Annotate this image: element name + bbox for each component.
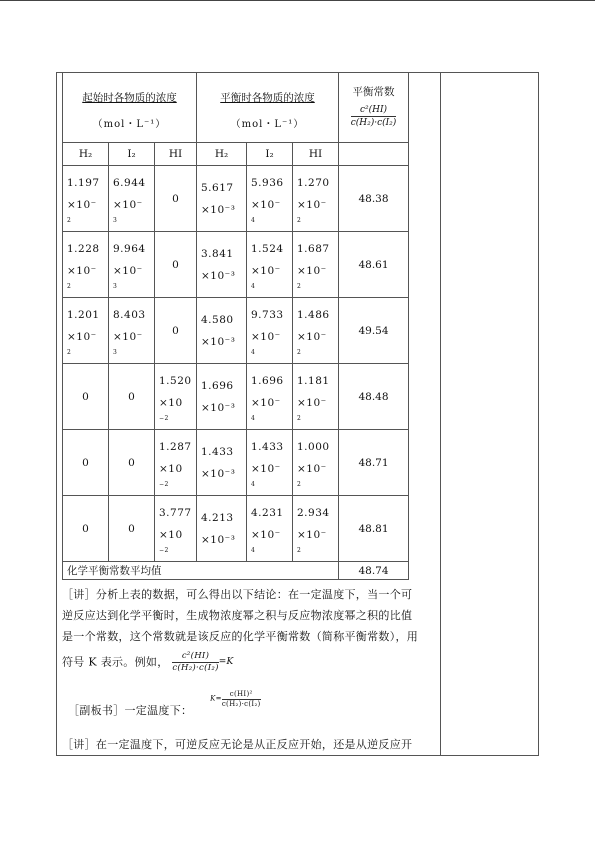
table-cell-h2_e: 1.433 ×10⁻³ (197, 430, 247, 496)
table-row (63, 166, 409, 232)
k-formula: $\frac{\text{c²(HI)}}{\text{c(H₂)·c(I₂)}}$ (350, 104, 397, 128)
table-cell-h2_0: 1.201 ×10⁻ 2 (63, 298, 109, 364)
header-initial-conc: 起始时各物质的浓度 （mol・L⁻¹） (63, 73, 197, 143)
table-cell-hi_e: 1.486 ×10⁻ 2 (293, 298, 339, 364)
table-cell-i2_0: 0 (109, 364, 155, 430)
col-hi-equil: HI (293, 143, 339, 166)
table-row (63, 496, 409, 562)
equilibrium-data-table (62, 72, 409, 580)
table-header-row (63, 73, 409, 143)
table-cell-i2_e: 1.524 ×10⁻ 4 (247, 232, 293, 298)
example-equation: $\frac{\text{c²(HI)}}{\text{c(H₂)·c(I₂)}}$ (172, 651, 219, 673)
table-row (63, 364, 409, 430)
table-row (63, 298, 409, 364)
col-i2-initial: I₂ (109, 143, 155, 166)
table-cell-hi_e: 1.000 ×10⁻ 2 (293, 430, 339, 496)
table-cell-h2_e: 5.617 ×10⁻³ (197, 166, 247, 232)
table-cell-hi_0: 0 (155, 232, 197, 298)
table-cell-k: 49.54 (339, 298, 409, 364)
table-cell-hi_0: 1.287 ×10 −2 (155, 430, 197, 496)
average-label: 化学平衡常数平均值 (63, 562, 339, 580)
right-column-divider (440, 72, 441, 756)
table-cell-i2_0: 6.944 ×10⁻ 3 (109, 166, 155, 232)
lecture-paragraph-2: ［讲］在一定温度下，可逆反应无论是从正反应开始，还是从逆反应开 (62, 738, 413, 751)
table-cell-i2_e: 4.231 ×10⁻ 4 (247, 496, 293, 562)
table-cell-k: 48.81 (339, 496, 409, 562)
table-cell-h2_e: 4.213 ×10⁻³ (197, 496, 247, 562)
table-cell-h2_0: 1.197 ×10⁻ 2 (63, 166, 109, 232)
col-k-empty (339, 143, 409, 166)
table-row (63, 430, 409, 496)
table-cell-k: 48.48 (339, 364, 409, 430)
header-equilibrium-constant: 平衡常数 $\frac{\text{c²(HI)}}{\text{c(H₂)·c(I₂)}}$ (339, 73, 409, 143)
table-row (63, 232, 409, 298)
table-cell-k: 48.38 (339, 166, 409, 232)
table-cell-i2_0: 0 (109, 430, 155, 496)
table-cell-i2_e: 5.936 ×10⁻ 4 (247, 166, 293, 232)
table-cell-h2_e: 4.580 ×10⁻³ (197, 298, 247, 364)
table-cell-i2_0: 0 (109, 496, 155, 562)
table-cell-hi_0: 0 (155, 298, 197, 364)
col-hi-initial: HI (155, 143, 197, 166)
table-cell-hi_0: 3.777 ×10 −2 (155, 496, 197, 562)
table-cell-h2_0: 1.228 ×10⁻ 2 (63, 232, 109, 298)
table-cell-hi_e: 1.181 ×10⁻ 2 (293, 364, 339, 430)
table-cell-h2_e: 1.696 ×10⁻³ (197, 364, 247, 430)
table-cell-h2_e: 3.841 ×10⁻³ (197, 232, 247, 298)
average-value: 48.74 (339, 562, 409, 580)
table-cell-hi_e: 1.687 ×10⁻ 2 (293, 232, 339, 298)
table-cell-hi_e: 2.934 ×10⁻ 2 (293, 496, 339, 562)
table-cell-hi_e: 1.270 ×10⁻ 2 (293, 166, 339, 232)
col-h2-equil: H₂ (197, 143, 247, 166)
column-header-row (63, 143, 409, 166)
table-cell-k: 48.71 (339, 430, 409, 496)
lecture-paragraph-1: ［讲］分析上表的数据，可么得出以下结论：在一定温度下，当一个可 逆反应达到化学平衡时，生成物浓度幂之积与反应物浓度幂之积的比值 是一个常数，这个常数就是该反应的化学平衡常数（简称平衡常数），用 符号 K 表示。例如， $\frac{\text{c²(HI)}}{\text{c(H₂)·c(I₂)}}$ =K (62, 588, 419, 673)
table-cell-i2_0: 8.403 ×10⁻ 3 (109, 298, 155, 364)
table-cell-i2_e: 9.733 ×10⁻ 4 (247, 298, 293, 364)
col-h2-initial: H₂ (63, 143, 109, 166)
table-cell-h2_0: 0 (63, 430, 109, 496)
table-cell-hi_0: 0 (155, 166, 197, 232)
header-equilibrium-conc: 平衡时各物质的浓度 （mol・L⁻¹） (197, 73, 339, 143)
table-cell-i2_e: 1.433 ×10⁻ 4 (247, 430, 293, 496)
table-cell-h2_0: 0 (63, 364, 109, 430)
table-cell-k: 48.61 (339, 232, 409, 298)
table-cell-i2_e: 1.696 ×10⁻ 4 (247, 364, 293, 430)
table-cell-hi_0: 1.520 ×10 −2 (155, 364, 197, 430)
page-top-rule (0, 0, 595, 1)
table-body (63, 166, 409, 562)
col-i2-equil: I₂ (247, 143, 293, 166)
board-equation: K= $\frac{\text{c(HI)²}}{\text{c(H₂)·c(I₂)}}$ (210, 689, 261, 708)
table-cell-i2_0: 9.964 ×10⁻ 3 (109, 232, 155, 298)
table-cell-h2_0: 0 (63, 496, 109, 562)
board-note: ［副板书］一定温度下： K= $\frac{\text{c(HI)²}}{\text{c(H₂)·c(I₂)}}$ (68, 689, 261, 717)
average-row (63, 562, 409, 580)
